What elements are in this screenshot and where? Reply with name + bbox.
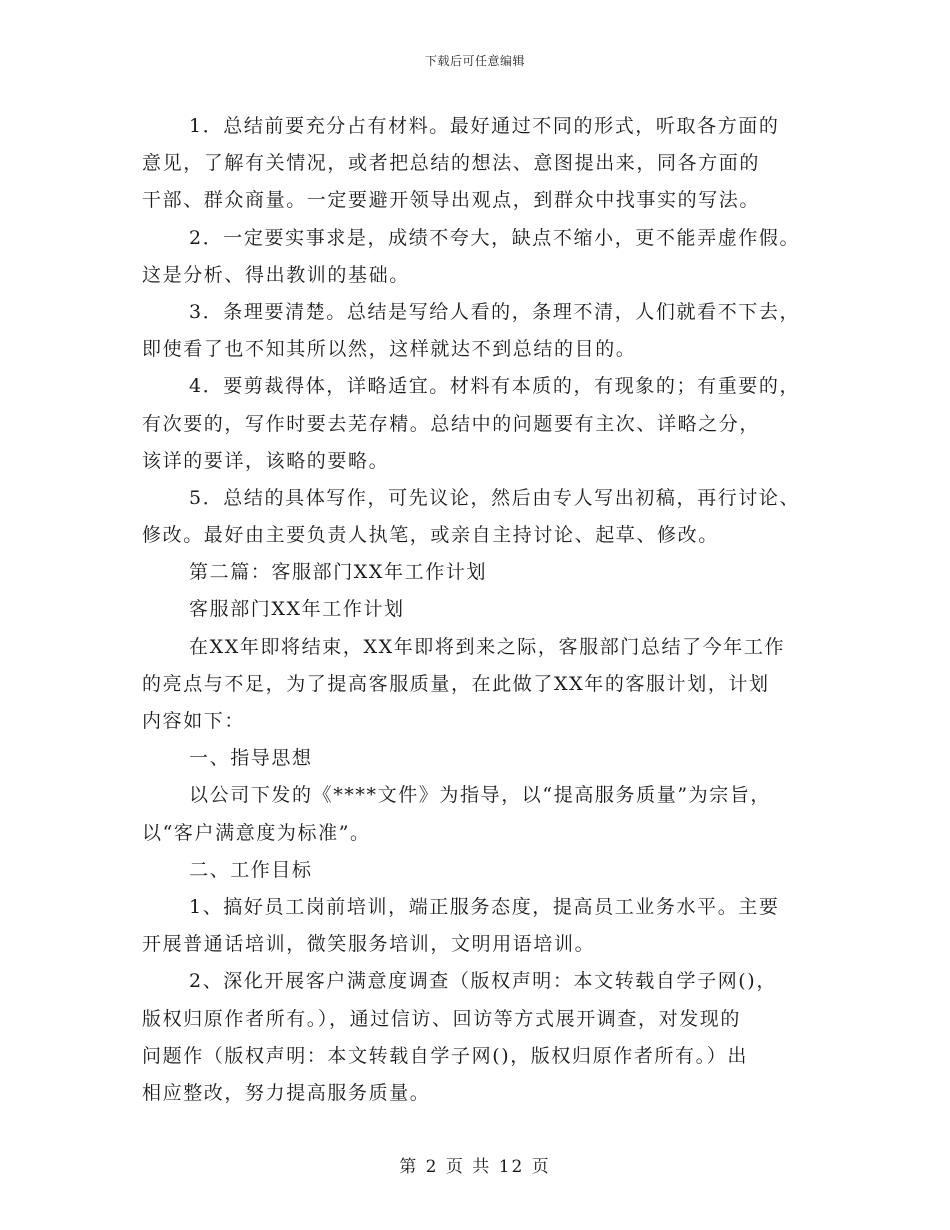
text-line: 一、指导思想 xyxy=(189,747,313,770)
text-line: 2．一定要实事求是，成绩不夸大，缺点不缩小，更不能弄虚作假。 xyxy=(189,226,801,249)
text-line: 版权归原作者所有。），通过信访、回访等方式展开调查，对发现的 xyxy=(142,1007,742,1030)
text-line: 2、深化开展客户满意度调查（版权声明：本文转载自学子网()， xyxy=(189,970,777,993)
text-line: 1．总结前要充分占有材料。最好通过不同的形式，听取各方面的 xyxy=(189,115,780,137)
text-line: 有次要的，写作时要去芜存精。总结中的问题要有主次、详略之分， xyxy=(142,412,761,435)
text-line: 干部、群众商量。一定要避开领导出观点，到群众中找事实的写法。 xyxy=(142,189,761,212)
text-line: 这是分析、得出教训的基础。 xyxy=(142,263,410,286)
text-line: 客服部门XX年工作计划 xyxy=(189,598,405,621)
page-header-note: 下载后可任意编辑 xyxy=(424,54,525,68)
text-line: 5．总结的具体写作，可先议论，然后由专人写出初稿，再行讨论、 xyxy=(189,486,801,509)
text-line: 修改。最好由主要负责人执笔，或亲自主持讨论、起草、修改。 xyxy=(142,524,719,547)
text-line: 二、工作目标 xyxy=(189,858,313,881)
text-line: 1、搞好员工岗前培训，端正服务态度，提高员工业务水平。主要 xyxy=(189,895,780,918)
text-line: 的亮点与不足，为了提高客服质量，在此做了XX年的客服计划，计划 xyxy=(142,672,770,695)
text-line: 4．要剪裁得体，详略适宜。材料有本质的，有现象的；有重要的， xyxy=(189,375,801,398)
text-line: 意见，了解有关情况，或者把总结的想法、意图提出来，同各方面的 xyxy=(142,152,761,175)
text-line: 即使看了也不知其所以然，这样就达不到总结的目的。 xyxy=(142,338,637,361)
text-line: 该详的要详，该略的要略。 xyxy=(142,449,390,472)
text-line: 相应整改，努力提高服务质量。 xyxy=(142,1081,431,1104)
text-line: 开展普通话培训，微笑服务培训，文明用语培训。 xyxy=(142,933,596,956)
text-line: 问题作（版权声明：本文转载自学子网()，版权归原作者所有。）出 xyxy=(142,1044,748,1067)
page-number-footer: 第 2 页 共 12 页 xyxy=(399,1157,551,1177)
text-line: 内容如下： xyxy=(142,710,246,732)
text-line: 以公司下发的《****文件》为指导，以“提高服务质量”为宗旨， xyxy=(189,784,772,807)
text-line: 第二篇：客服部门XX年工作计划 xyxy=(189,561,488,584)
text-line: 在XX年即将结束，XX年即将到来之际，客服部门总结了今年工作 xyxy=(189,635,786,658)
text-line: 以“客户满意度为标准”。 xyxy=(142,821,371,844)
document-body xyxy=(142,108,822,1112)
text-line: 3．条理要清楚。总结是写给人看的，条理不清，人们就看不下去， xyxy=(189,300,801,323)
